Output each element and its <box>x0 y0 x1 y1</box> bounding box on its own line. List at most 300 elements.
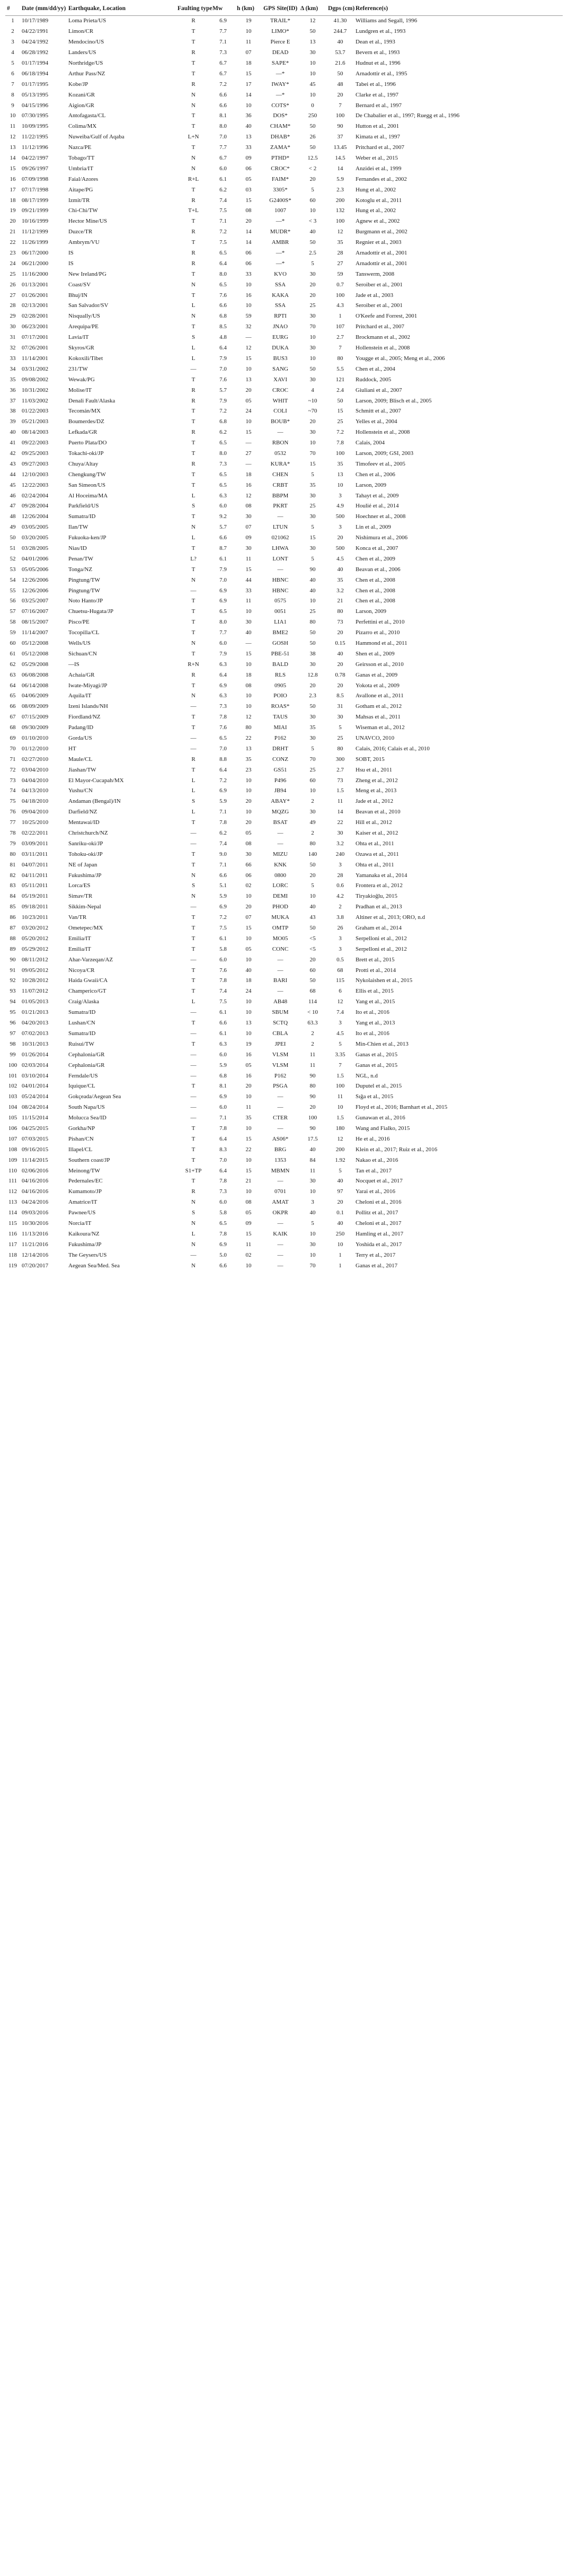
row-distance: 40 <box>309 587 316 594</box>
table-row <box>5 354 563 364</box>
row-location: Kokoxili/Tibet <box>68 355 103 362</box>
row-magnitude: 6.6 <box>219 91 227 98</box>
row-faulting-type: N <box>191 102 196 109</box>
table-row <box>5 649 563 659</box>
row-distance: 50 <box>309 703 316 710</box>
row-magnitude: 7.8 <box>219 714 227 721</box>
row-displacement: 5.5 <box>336 365 344 372</box>
row-distance: 2 <box>311 830 314 837</box>
row-distance: 70 <box>309 756 316 763</box>
row-distance: 40 <box>309 904 316 910</box>
row-magnitude: 7.1 <box>219 1115 227 1121</box>
row-reference: Jade et al., 2003 <box>356 292 394 299</box>
row-depth: 10 <box>245 893 252 900</box>
row-displacement: 100 <box>335 218 345 225</box>
table-row <box>5 58 563 69</box>
row-gps-site: RPTI <box>274 313 287 320</box>
row-date: 09/27/2003 <box>22 460 49 467</box>
row-reference: Nykolaishen et al., 2015 <box>356 977 413 984</box>
table-row <box>5 881 563 891</box>
row-location: Lefkada/GR <box>68 429 97 436</box>
row-location: Puerto Plata/DO <box>68 440 107 446</box>
row-depth: 10 <box>245 703 252 710</box>
row-displacement: 1.5 <box>336 1072 344 1079</box>
row-faulting-type: R <box>191 387 196 393</box>
row-distance: 40 <box>309 1146 316 1153</box>
row-location: Fiordland/NZ <box>68 714 101 721</box>
row-magnitude: 6.9 <box>219 1241 227 1248</box>
row-magnitude: 8.0 <box>219 123 227 130</box>
row-reference: Pritchard et al., 2007 <box>356 323 404 330</box>
row-date: 05/29/2008 <box>22 661 49 668</box>
row-reference: Ganas et al., 2015 <box>356 1062 398 1068</box>
row-date: 05/11/2011 <box>22 882 48 889</box>
row-reference: Hammond et al., 2011 <box>356 639 407 646</box>
row-faulting-type: S1+TP <box>185 1167 202 1174</box>
row-gps-site: ROAS* <box>271 703 290 710</box>
row-faulting-type: — <box>190 830 197 837</box>
row-number: 12 <box>10 134 16 141</box>
row-distance: 30 <box>309 513 316 520</box>
row-date: 06/08/2008 <box>22 671 49 678</box>
row-date: 04/22/1991 <box>22 28 49 35</box>
row-depth: 27 <box>245 450 252 457</box>
row-faulting-type: L <box>191 492 196 499</box>
row-displacement: 2.7 <box>336 334 344 341</box>
row-depth: 12 <box>245 714 252 721</box>
row-date: 12/14/2016 <box>22 1251 49 1258</box>
row-number: 6 <box>11 70 14 77</box>
row-reference: Tabei et al., 1996 <box>356 81 396 87</box>
row-magnitude: 7.5 <box>219 925 227 932</box>
row-displacement: 12 <box>337 1135 343 1142</box>
row-date: 12/26/2004 <box>22 513 49 520</box>
row-faulting-type: N <box>191 576 196 583</box>
row-gps-site: MIAI <box>273 724 287 731</box>
row-date: 11/03/2002 <box>22 397 48 404</box>
row-faulting-type: T <box>191 608 196 615</box>
row-gps-site: KAKA <box>272 292 289 299</box>
table-row <box>5 1155 563 1166</box>
row-gps-site: 0575 <box>274 598 286 604</box>
row-date: 09/26/1997 <box>22 165 49 172</box>
row-gps-site: GS51 <box>273 766 287 773</box>
table-row <box>5 638 563 649</box>
row-date: 07/03/2015 <box>22 1135 49 1142</box>
table-row <box>5 238 563 248</box>
row-date: 04/04/2010 <box>22 777 49 784</box>
row-displacement: 0.5 <box>336 956 344 963</box>
row-number: 33 <box>10 355 16 362</box>
table-row <box>5 1113 563 1124</box>
row-location: Ferndale/US <box>68 1072 98 1079</box>
row-date: 09/08/2002 <box>22 376 49 383</box>
row-reference: Clarke et al., 1997 <box>356 91 398 98</box>
row-depth: 14 <box>245 239 252 246</box>
row-location: Southern coast/JP <box>68 1156 110 1163</box>
row-displacement: 2 <box>339 904 342 910</box>
row-faulting-type: R <box>191 81 196 87</box>
row-faulting-type: — <box>190 745 197 752</box>
row-gps-site: — <box>277 1093 283 1100</box>
row-displacement: 80 <box>337 745 343 752</box>
row-depth: 06 <box>245 250 252 257</box>
row-distance: 50 <box>309 365 316 372</box>
row-distance: 30 <box>309 661 316 668</box>
row-displacement: 27 <box>337 260 343 267</box>
row-distance: 10 <box>309 598 316 604</box>
row-reference: Yamanaka et al., 2014 <box>356 872 407 879</box>
table-row <box>5 16 563 27</box>
row-reference: Ellis et al., 2015 <box>356 988 394 995</box>
row-reference: Min-Chien et al., 2013 <box>356 1040 409 1047</box>
row-location: Nisqually/US <box>68 313 100 320</box>
row-depth: 10 <box>245 693 252 699</box>
row-depth: — <box>245 639 252 646</box>
row-faulting-type: T <box>191 545 196 551</box>
row-reference: Yang et al., 2015 <box>356 998 395 1005</box>
table-row <box>5 743 563 754</box>
table-row <box>5 364 563 374</box>
row-number: 50 <box>10 535 16 541</box>
row-location: El Mayor-Cucapah/MX <box>68 777 124 784</box>
row-reference: Ohta et al., 2011 <box>356 840 394 847</box>
row-distance: < 3 <box>308 218 317 225</box>
row-displacement: 20 <box>337 661 343 668</box>
row-displacement: 80 <box>337 355 343 362</box>
row-displacement: 40 <box>337 650 343 657</box>
row-reference: UNAVCO, 2010 <box>356 735 395 741</box>
row-displacement: 3.2 <box>336 587 344 594</box>
row-magnitude: 8.3 <box>219 1146 227 1153</box>
row-location: Coast/SV <box>68 281 91 288</box>
row-gps-site: — <box>277 988 283 995</box>
table-row <box>5 490 563 501</box>
row-distance: 20 <box>309 292 316 299</box>
row-gps-site: VLSM <box>272 1062 289 1068</box>
table-row <box>5 933 563 944</box>
row-location: The Geysers/US <box>68 1251 107 1258</box>
row-gps-site: BRG <box>274 1146 287 1153</box>
table-row <box>5 1081 563 1092</box>
row-reference: Graham et al., 2014 <box>356 925 402 932</box>
table-row <box>5 332 563 343</box>
row-distance: 90 <box>309 1125 316 1132</box>
table-row <box>5 290 563 301</box>
row-depth: 06 <box>245 260 252 267</box>
row-date: 09/04/2010 <box>22 809 49 816</box>
table-row <box>5 132 563 143</box>
row-number: 24 <box>10 260 16 267</box>
row-number: 55 <box>10 587 16 594</box>
row-location: Achaia/GR <box>68 671 95 678</box>
row-reference: Agnew et al., 2002 <box>356 218 400 225</box>
row-date: 03/11/2011 <box>22 851 48 857</box>
row-magnitude: 7.5 <box>219 207 227 214</box>
row-distance: 43 <box>309 914 316 921</box>
row-location: Sumatra/ID <box>68 1030 96 1037</box>
row-faulting-type: — <box>190 735 197 741</box>
row-depth: 15 <box>245 197 252 204</box>
row-displacement: 2.7 <box>336 766 344 773</box>
row-depth: 15 <box>245 650 252 657</box>
row-reference: Kotoglu et al., 2011 <box>356 197 402 204</box>
row-date: 07/02/2013 <box>22 1030 49 1037</box>
row-gps-site: — <box>277 513 283 520</box>
row-location: Mendocino/US <box>68 39 104 46</box>
row-magnitude: 8.0 <box>219 619 227 626</box>
row-distance: 20 <box>309 872 316 879</box>
table-row <box>5 723 563 733</box>
row-displacement: 14.5 <box>335 155 345 162</box>
row-displacement: 7 <box>339 1062 342 1068</box>
row-gps-site: SCTQ <box>272 1020 288 1027</box>
row-number: 97 <box>10 1030 16 1037</box>
row-number: 17 <box>10 186 16 193</box>
row-faulting-type: T <box>191 440 196 446</box>
row-date: 04/06/2009 <box>22 693 49 699</box>
row-location: Parkfield/US <box>68 503 99 510</box>
row-location: Darfield/NZ <box>68 809 97 816</box>
header-row <box>5 3 563 16</box>
row-reference: Tan et al., 2017 <box>356 1167 392 1174</box>
table-row <box>5 163 563 174</box>
row-gps-site: BME2 <box>272 629 288 636</box>
row-gps-site: LONT <box>272 555 288 562</box>
row-number: 83 <box>10 882 16 889</box>
table-row <box>5 385 563 396</box>
row-reference: Konca et al., 2007 <box>356 545 398 551</box>
row-date: 06/28/1992 <box>22 49 49 56</box>
row-faulting-type: T <box>191 39 196 46</box>
row-magnitude: 6.7 <box>219 155 227 162</box>
row-gps-site: DHAB* <box>270 134 290 141</box>
row-distance: 25 <box>309 608 316 615</box>
row-displacement: 22 <box>337 819 343 826</box>
row-depth: 20 <box>245 798 252 805</box>
row-gps-site: SANG <box>272 365 288 372</box>
row-location: Colima/MX <box>68 123 97 130</box>
row-number: 21 <box>10 229 16 235</box>
table-row <box>5 954 563 965</box>
row-distance: 20 <box>309 1104 316 1111</box>
row-location: Christchurch/NZ <box>68 830 108 837</box>
row-displacement: 53.7 <box>335 49 345 56</box>
row-location: IS <box>68 250 74 257</box>
row-depth: 11 <box>245 1241 252 1248</box>
row-reference: Yang et al., 2013 <box>356 1020 395 1027</box>
row-location: Pishan/CN <box>68 1135 94 1142</box>
table-row <box>5 417 563 427</box>
header-depth: h (km) <box>235 3 262 16</box>
row-gps-site: BARI <box>273 977 288 984</box>
row-magnitude: 7.8 <box>219 1178 227 1185</box>
row-gps-site: SBUM <box>272 1009 289 1016</box>
row-distance: 80 <box>309 1083 316 1090</box>
table-row <box>5 469 563 480</box>
row-gps-site: JB94 <box>274 787 287 794</box>
row-location: Umbria/IT <box>68 165 94 172</box>
row-number: 118 <box>8 1251 17 1258</box>
row-faulting-type: R <box>191 229 196 235</box>
row-faulting-type: T <box>191 714 196 721</box>
row-reference: Zheng et al., 2012 <box>356 777 398 784</box>
table-row <box>5 258 563 269</box>
row-gps-site: MUDR* <box>270 229 291 235</box>
row-number: 36 <box>10 387 16 393</box>
row-location: Skyros/GR <box>68 345 94 352</box>
row-date: 01/26/2001 <box>22 292 49 299</box>
row-reference: Shen et al., 2009 <box>356 650 395 657</box>
row-depth: 30 <box>245 851 252 857</box>
row-date: 11/14/2001 <box>22 355 48 362</box>
row-displacement: 20 <box>337 535 343 541</box>
row-depth: 22 <box>245 735 252 741</box>
row-number: 79 <box>10 840 16 847</box>
row-displacement: 26 <box>337 925 343 932</box>
row-faulting-type: T <box>191 619 196 626</box>
row-reference: Jade et al., 2012 <box>356 798 394 805</box>
row-displacement: 3 <box>339 861 342 868</box>
row-gps-site: 1353 <box>274 1156 286 1163</box>
row-magnitude: 7.3 <box>219 460 227 467</box>
row-displacement: 35 <box>337 576 343 583</box>
row-magnitude: 6.3 <box>219 693 227 699</box>
row-gps-site: TAUS <box>273 714 288 721</box>
row-location: Pingtung/TW <box>68 576 100 583</box>
table-row <box>5 1007 563 1018</box>
row-number: 76 <box>10 809 16 816</box>
row-magnitude: 6.9 <box>219 904 227 910</box>
row-magnitude: 6.2 <box>219 186 227 193</box>
row-number: 71 <box>10 756 16 763</box>
row-distance: 30 <box>309 1178 316 1185</box>
row-date: 08/24/2014 <box>22 1104 49 1111</box>
row-reference: Frontera et al., 2012 <box>356 882 403 889</box>
row-faulting-type: T <box>191 186 196 193</box>
row-number: 87 <box>10 925 16 932</box>
row-reference: Floyd et al., 2016; Barnhart et al., 2015 <box>356 1104 448 1111</box>
row-number: 18 <box>10 197 16 204</box>
row-gps-site: XAVI <box>273 376 288 383</box>
row-displacement: 73 <box>337 777 343 784</box>
row-location: Wewak/PG <box>68 376 95 383</box>
row-faulting-type: T <box>191 861 196 868</box>
row-gps-site: LHWA <box>272 545 289 551</box>
row-number: 64 <box>10 682 16 689</box>
row-distance: 5 <box>311 745 314 752</box>
row-number: 107 <box>8 1135 17 1142</box>
table-row <box>5 1166 563 1176</box>
row-date: 07/09/1998 <box>22 176 49 182</box>
row-faulting-type: L+N <box>188 134 199 141</box>
row-date: 03/28/2005 <box>22 545 49 551</box>
row-displacement: 4.9 <box>336 503 344 510</box>
row-faulting-type: — <box>190 587 197 594</box>
row-reference: Weber et al., 2015 <box>356 155 398 162</box>
table-row <box>5 301 563 311</box>
table-row <box>5 1049 563 1060</box>
row-location: Ahar-Varzeqan/AZ <box>68 956 113 963</box>
row-magnitude: 6.2 <box>219 429 227 436</box>
row-reference: Geirsson et al., 2010 <box>356 661 404 668</box>
row-location: Ruisui/TW <box>68 1040 94 1047</box>
row-number: 88 <box>10 935 16 942</box>
table-row <box>5 480 563 490</box>
row-number: 89 <box>10 945 16 952</box>
row-location: Molucca Sea/ID <box>68 1115 106 1121</box>
table-row <box>5 923 563 934</box>
row-displacement: 250 <box>335 1230 345 1237</box>
row-gps-site: —* <box>276 250 285 257</box>
row-depth: 10 <box>245 1093 252 1100</box>
row-gps-site: MIZU <box>272 851 288 857</box>
row-faulting-type: L <box>191 535 196 541</box>
row-depth: 10 <box>245 102 252 109</box>
row-depth: 10 <box>245 1188 252 1195</box>
row-gps-site: VLSM <box>272 1051 289 1058</box>
row-gps-site: P162 <box>274 735 287 741</box>
row-depth: 19 <box>245 1040 252 1047</box>
row-number: 96 <box>10 1020 16 1027</box>
table-row <box>5 554 563 564</box>
row-number: 78 <box>10 830 16 837</box>
row-date: 06/23/2001 <box>22 323 49 330</box>
row-reference: Burgmann et al., 2002 <box>356 229 407 235</box>
row-reference: Larson, 2009; Blisch et al., 2005 <box>356 397 432 404</box>
row-faulting-type: T <box>191 112 196 119</box>
table-row <box>5 870 563 881</box>
table-row <box>5 891 563 902</box>
table-row <box>5 449 563 459</box>
row-reference: Lin et al., 2009 <box>356 524 391 531</box>
row-number: 22 <box>10 239 16 246</box>
row-depth: 02 <box>245 882 252 889</box>
row-gps-site: COTS* <box>271 102 289 109</box>
row-number: 82 <box>10 872 16 879</box>
table-row <box>5 279 563 290</box>
row-number: 59 <box>10 629 16 636</box>
row-gps-site: — <box>277 830 283 837</box>
row-date: 10/30/2016 <box>22 1220 49 1226</box>
row-number: 52 <box>10 555 16 562</box>
row-displacement: 100 <box>335 450 345 457</box>
row-faulting-type: L <box>191 787 196 794</box>
table-row <box>5 659 563 670</box>
row-depth: 23 <box>245 766 252 773</box>
row-gps-site: — <box>277 1262 283 1269</box>
table-row <box>5 1260 563 1271</box>
row-displacement: 300 <box>335 756 345 763</box>
row-distance: 13 <box>309 39 316 46</box>
row-faulting-type: N <box>191 693 196 699</box>
table-row <box>5 564 563 575</box>
row-magnitude: 5.7 <box>219 524 227 531</box>
row-faulting-type: T <box>191 598 196 604</box>
row-date: 04/01/2006 <box>22 555 49 562</box>
row-reference: Ozawa et al., 2011 <box>356 851 399 857</box>
row-depth: 06 <box>245 872 252 879</box>
row-date: 07/30/1995 <box>22 112 49 119</box>
row-gps-site: 0800 <box>274 872 286 879</box>
row-location: Yushu/CN <box>68 787 93 794</box>
earthquake-table <box>5 3 563 1271</box>
row-reference: De Chabalier et al., 1997; Ruegg et al., 1996 <box>356 112 460 119</box>
row-date: 11/12/1999 <box>22 229 48 235</box>
header-faulting-type: Faulting type <box>176 3 211 16</box>
row-distance: 30 <box>309 1241 316 1248</box>
row-depth: 12 <box>245 345 252 352</box>
